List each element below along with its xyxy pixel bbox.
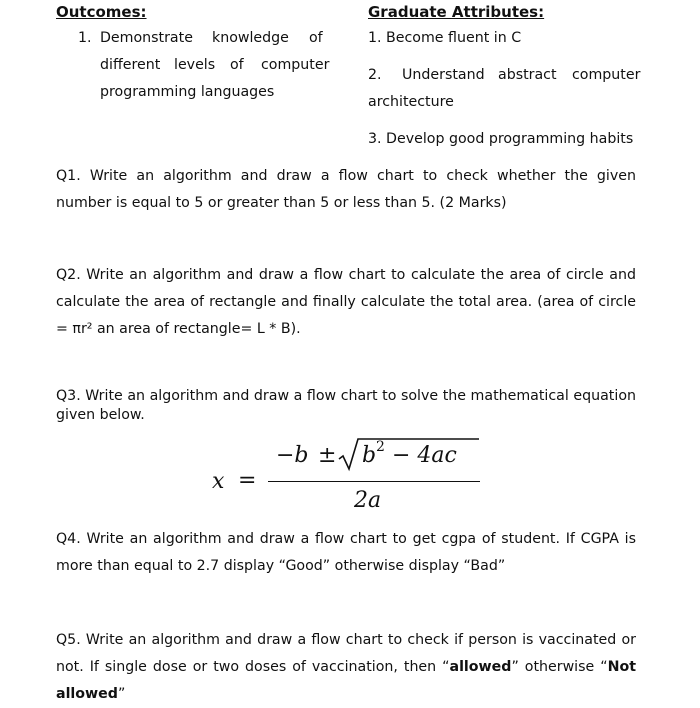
formula-equals: =	[238, 468, 257, 493]
attribute-word: computer	[572, 67, 641, 83]
question-5-end: ”	[117, 686, 126, 702]
question-3: Q3. Write an algorithm and draw a flow chart to solve the mathematical equation given below.	[56, 388, 636, 423]
attribute-item-3: 3. Develop good programming habits	[368, 131, 634, 147]
outcome-word: Demonstrate	[100, 30, 193, 46]
formula-lhs: x	[212, 469, 225, 494]
question-5-not-allowed: Not allowed	[56, 659, 636, 702]
outcome-word: knowledge	[212, 30, 289, 46]
question-5-text: Q5. Write an algorithm and draw a flow chart to check if person is vaccinated or not. If single dose or two doses of vaccination, then “	[56, 632, 636, 675]
outcome-word: computer	[261, 57, 330, 73]
question-1: Q1. Write an algorithm and draw a flow chart to check whether the given number is equal to 5 or greater than 5 or less than 5. (2 Marks)	[56, 168, 636, 211]
formula-denominator: 2a	[354, 488, 382, 513]
attribute-item-1: 1. Become fluent in C	[368, 30, 522, 46]
question-4: Q4. Write an algorithm and draw a flow chart to get cgpa of student. If CGPA is more than equal to 2.7 display “Good” otherwise display “Bad”	[56, 531, 636, 574]
formula-plus-minus: ±	[318, 443, 337, 468]
attribute-line: architecture	[368, 94, 454, 110]
fraction-bar	[268, 481, 480, 482]
outcome-item-number: 1.	[78, 30, 92, 46]
outcome-line: programming languages	[100, 84, 275, 100]
outcome-word: different	[100, 57, 161, 73]
attribute-word: abstract	[498, 67, 557, 83]
attribute-word: Understand	[402, 67, 485, 83]
question-5	[56, 627, 636, 708]
outcome-word: of	[309, 30, 323, 46]
outcomes-heading: Outcomes:	[56, 3, 147, 21]
formula-b: b	[362, 443, 377, 468]
graduate-attributes-heading: Graduate Attributes:	[368, 3, 545, 21]
question-5-allowed: allowed	[449, 659, 512, 675]
quadratic-formula	[208, 433, 483, 523]
question-5-mid: ” otherwise “	[511, 659, 608, 675]
attribute-word: 2.	[368, 67, 382, 83]
question-2: Q2. Write an algorithm and draw a flow chart to calculate the area of circle and calculate the area of rectangle and finally calculate the total area. (area of circle = πr² an area of rectangle= L * B).	[56, 267, 636, 337]
formula-exponent: 2	[376, 439, 385, 455]
formula-minus-4ac: − 4ac	[392, 443, 457, 468]
formula-numerator	[266, 437, 480, 473]
outcome-word: levels	[174, 57, 216, 73]
formula-neg-b: −b	[276, 443, 309, 468]
outcome-word: of	[230, 57, 244, 73]
